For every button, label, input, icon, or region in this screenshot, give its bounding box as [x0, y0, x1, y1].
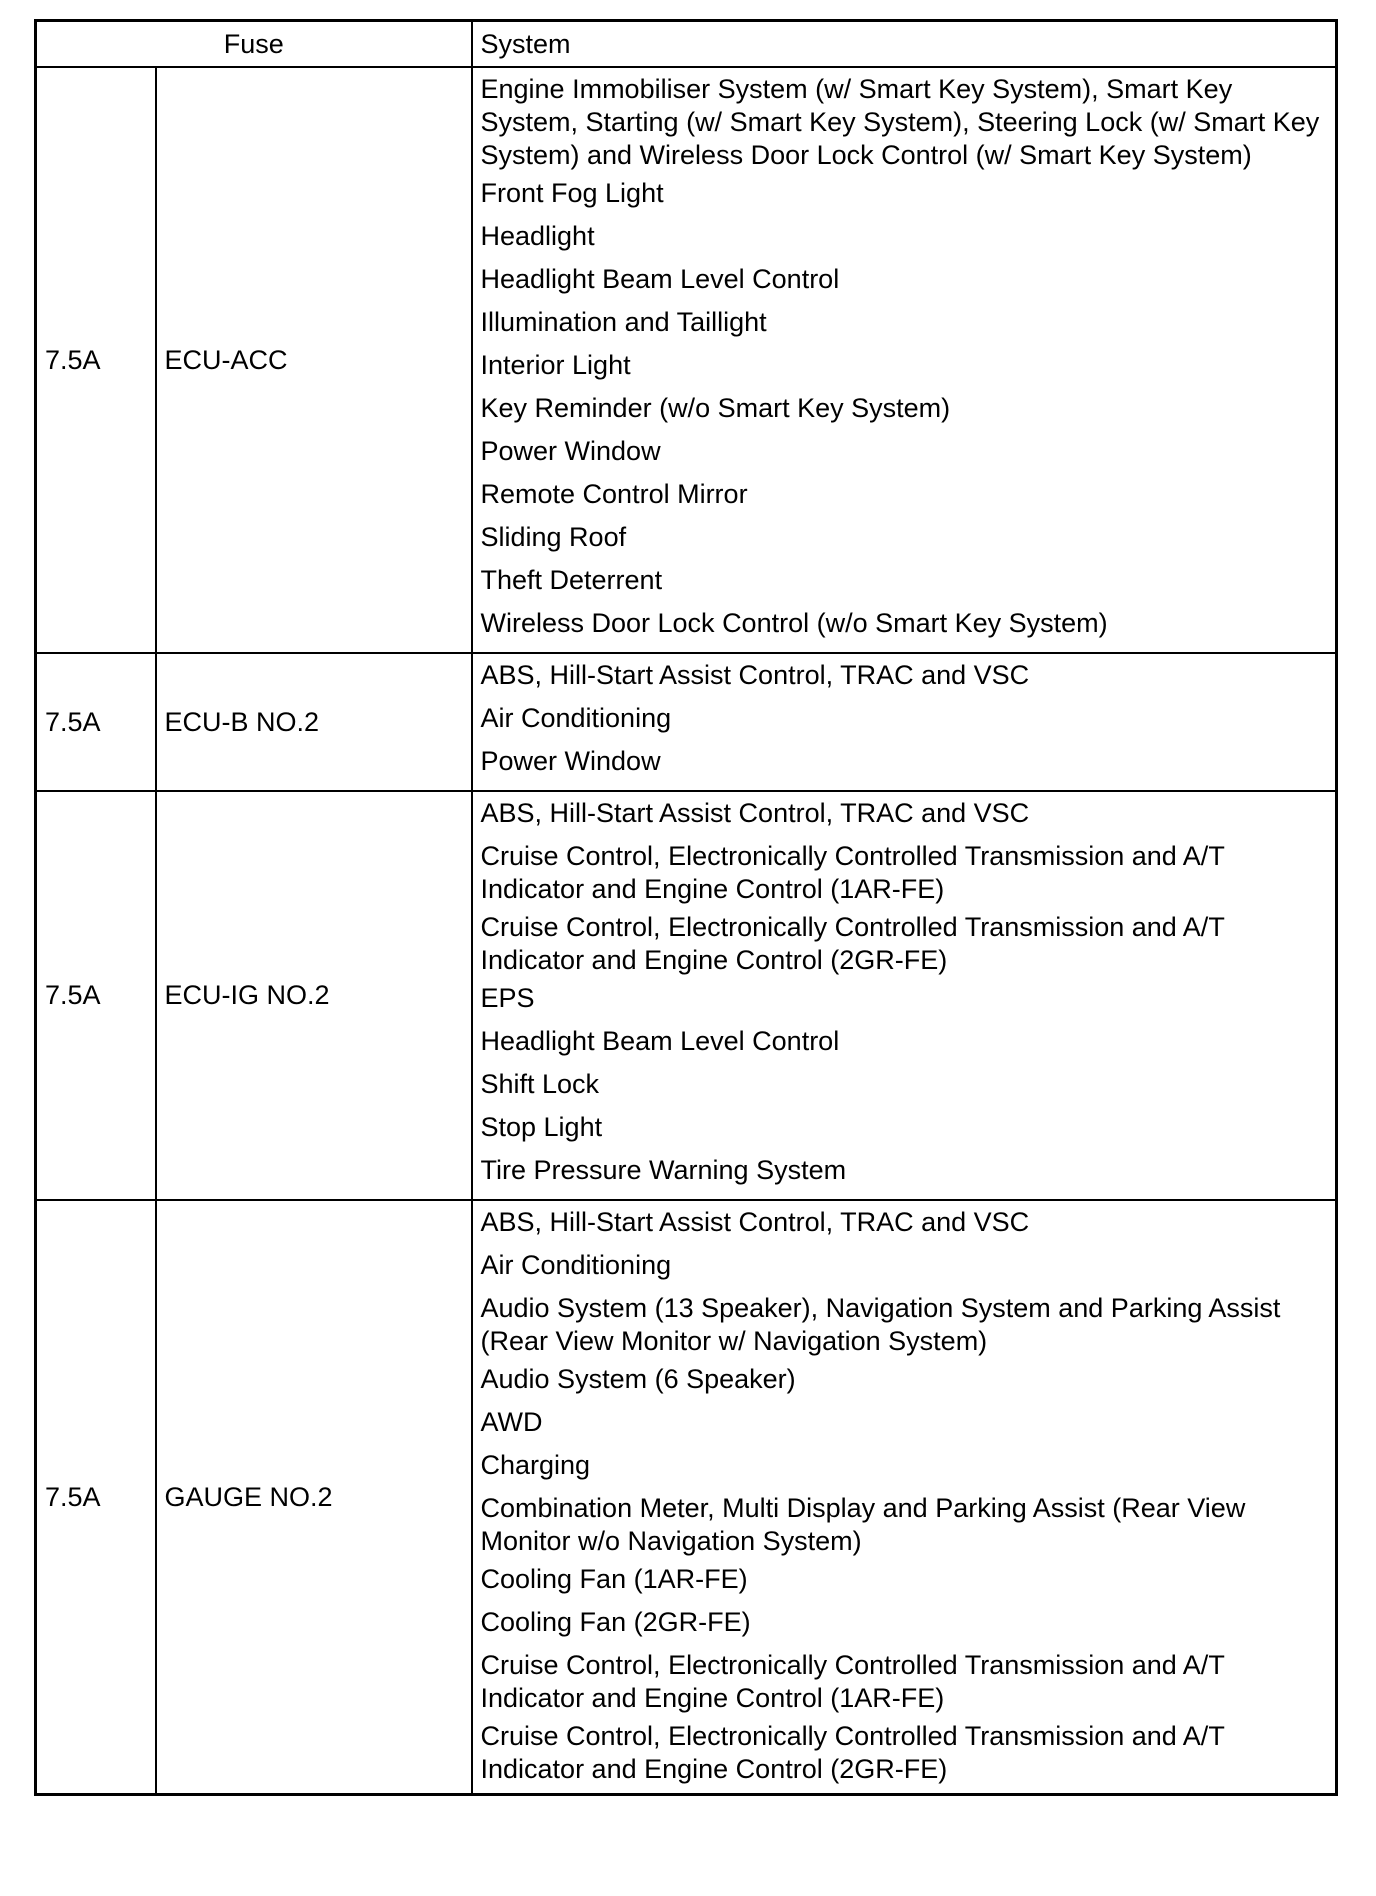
system-item: Shift Lock: [480, 1069, 600, 1099]
system-list: [472, 653, 1337, 791]
system-item: Theft Deterrent: [480, 565, 663, 595]
system-item: EPS: [480, 983, 535, 1013]
system-item: Cruise Control, Electronically Controlled Transmission and A/T Indicator and Engine Control (2GR-FE): [480, 912, 1225, 975]
fuse-amperage: 7.5A: [36, 1200, 156, 1795]
system-item: Audio System (13 Speaker), Navigation System and Parking Assist (Rear View Monitor w/ Navigation System): [480, 1293, 1281, 1356]
system-item: Headlight: [480, 221, 595, 251]
system-item: Power Window: [480, 436, 661, 466]
fuse-name: ECU-ACC: [156, 67, 472, 653]
system-item: Power Window: [480, 746, 661, 776]
system-item: Audio System (6 Speaker): [480, 1364, 796, 1394]
system-item: ABS, Hill-Start Assist Control, TRAC and VSC: [480, 660, 1030, 690]
system-item: Cooling Fan (2GR-FE): [480, 1607, 751, 1637]
fuse-name: ECU-B NO.2: [156, 653, 472, 791]
system-item: Headlight Beam Level Control: [480, 1026, 840, 1056]
table-row: [36, 791, 1337, 1200]
system-item: Tire Pressure Warning System: [480, 1155, 847, 1185]
fuse-amperage: 7.5A: [36, 67, 156, 653]
fuse-amperage: 7.5A: [36, 653, 156, 791]
system-item: ABS, Hill-Start Assist Control, TRAC and VSC: [480, 798, 1030, 828]
system-item: Cooling Fan (1AR-FE): [480, 1564, 748, 1594]
table-row: [36, 67, 1337, 653]
system-item: Cruise Control, Electronically Controlled Transmission and A/T Indicator and Engine Control (1AR-FE): [480, 1650, 1225, 1713]
system-list: [472, 1200, 1337, 1795]
system-item: Air Conditioning: [480, 703, 672, 733]
system-item: Air Conditioning: [480, 1250, 672, 1280]
system-item: Charging: [480, 1450, 591, 1480]
fuse-name: GAUGE NO.2: [156, 1200, 472, 1795]
system-item: Cruise Control, Electronically Controlled Transmission and A/T Indicator and Engine Control (2GR-FE): [480, 1721, 1225, 1784]
table-row: [36, 1200, 1337, 1795]
system-item: AWD: [480, 1407, 543, 1437]
system-item: Cruise Control, Electronically Controlled Transmission and A/T Indicator and Engine Control (1AR-FE): [480, 841, 1225, 904]
fuse-amperage: 7.5A: [36, 791, 156, 1200]
fuse-table: [34, 19, 1338, 1796]
system-item: Engine Immobiliser System (w/ Smart Key System), Smart Key System, Starting (w/ Smart Key System), Steering Lock (w/ Smart Key System) and Wireless Door Lock Control (w/ Smart Key System): [480, 74, 1320, 170]
system-item: Sliding Roof: [480, 522, 627, 552]
system-item: Illumination and Taillight: [480, 307, 767, 337]
system-item: Stop Light: [480, 1112, 603, 1142]
system-item: Remote Control Mirror: [480, 479, 748, 509]
system-item: Wireless Door Lock Control (w/o Smart Key System): [480, 608, 1108, 638]
table-header-row: [36, 21, 1337, 68]
system-list: [472, 67, 1337, 653]
system-item: Headlight Beam Level Control: [480, 264, 840, 294]
system-item: Combination Meter, Multi Display and Parking Assist (Rear View Monitor w/o Navigation System): [480, 1493, 1246, 1556]
system-item: Key Reminder (w/o Smart Key System): [480, 393, 951, 423]
header-system: System: [472, 21, 1337, 68]
system-item: Interior Light: [480, 350, 631, 380]
fuse-name: ECU-IG NO.2: [156, 791, 472, 1200]
system-list: [472, 791, 1337, 1200]
system-item: Front Fog Light: [480, 178, 664, 208]
table-row: [36, 653, 1337, 791]
header-fuse: Fuse: [36, 21, 472, 68]
system-item: ABS, Hill-Start Assist Control, TRAC and VSC: [480, 1207, 1030, 1237]
